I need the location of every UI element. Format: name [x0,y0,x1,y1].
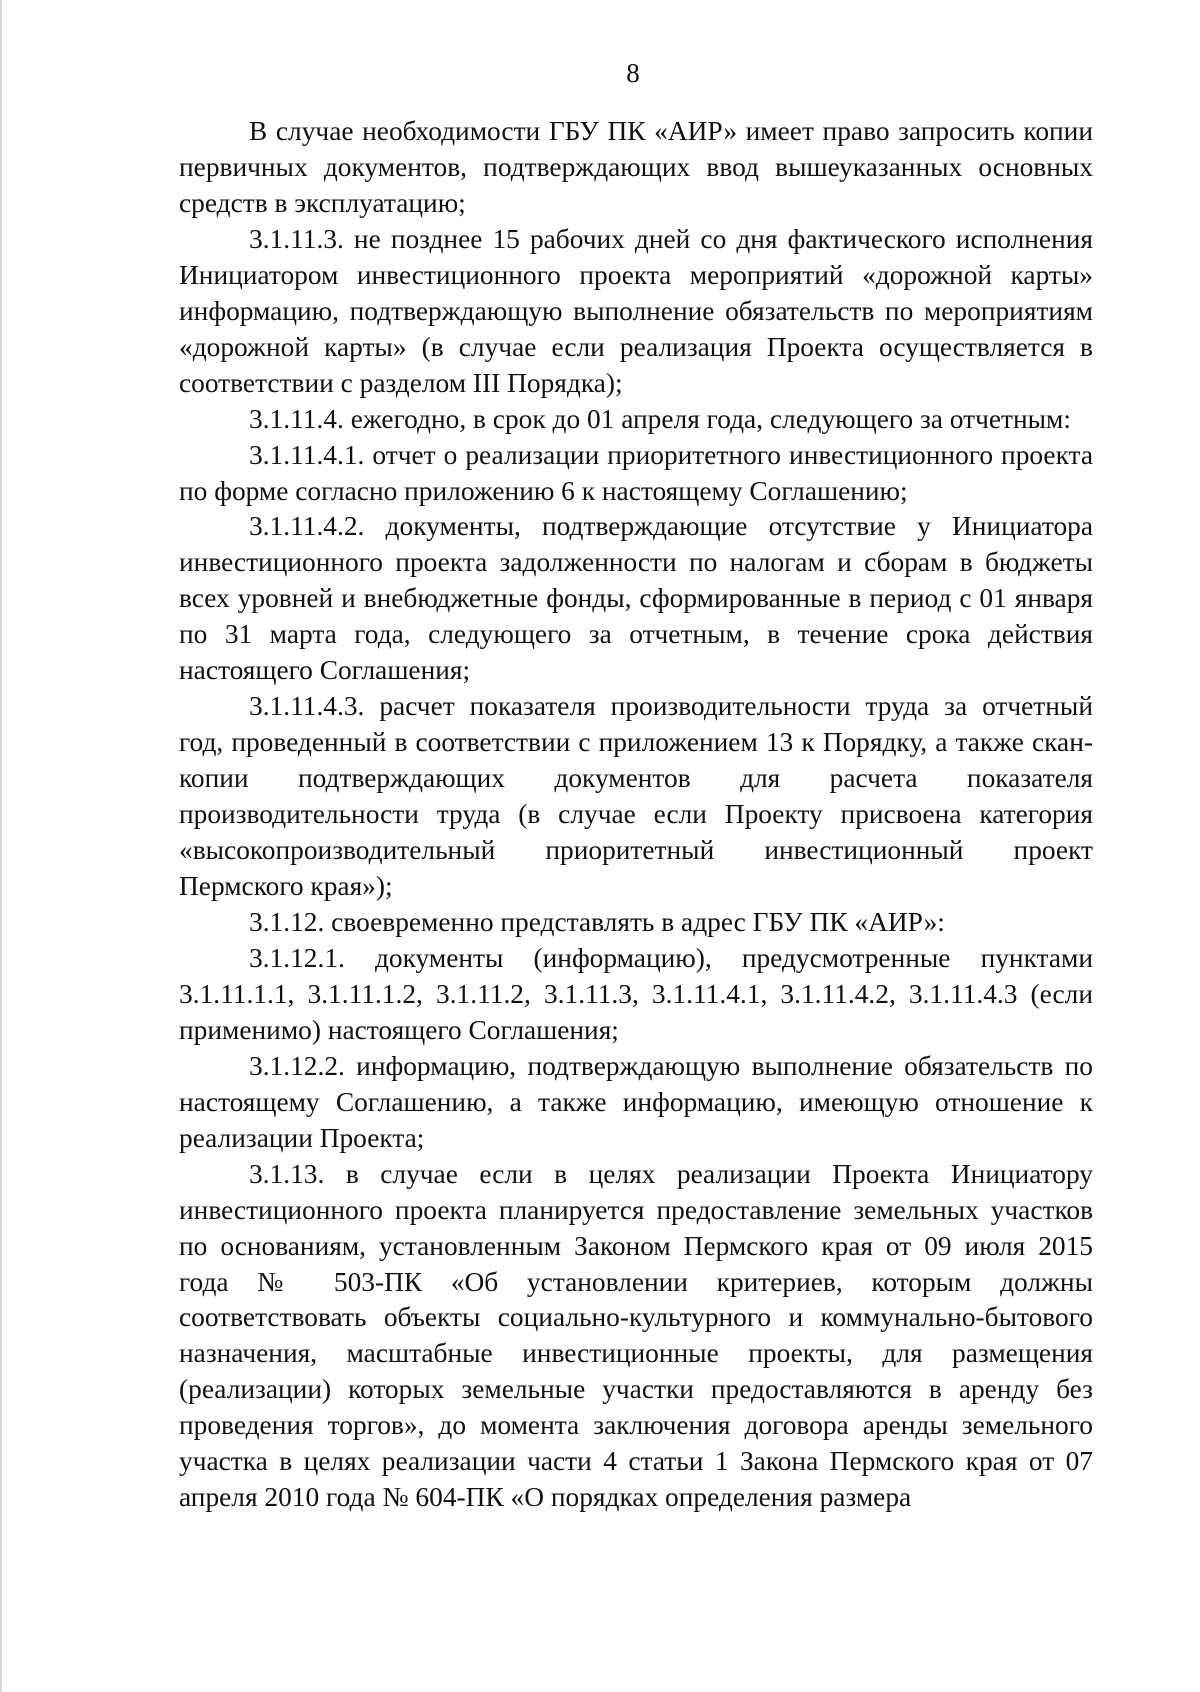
paragraph-3-1-11-4: 3.1.11.4. ежегодно, в срок до 01 апреля года, следующего за отчетным: [249,403,1071,434]
paragraph-3-1-13: 3.1.13. в случае если в целях реализации Проекта Инициатору инвестиционного проекта планируется предоставление земельных участков по основаниям, установленным Законом Пермского края от 09 июля 2015 года № 503-ПК «Об установлении критериев, которым должны соответствовать объекты социально-культурного и коммунально-бытового назначения, масштабные инвестиционные проекты, для размещения (реализации) которых земельные участки предоставляются в аренду без проведения торгов», до момента заключения договора аренды земельного участка в целях реализации части 4 статьи 1 Закона Пермского края от 07 апреля 2010 года № 604-ПК «О порядках определения размера [179,1158,1093,1513]
paragraph-3-1-12-1: 3.1.12.1. документы (информацию), предусмотренные пунктами 3.1.11.1.1, 3.1.11.1.2, 3.1.11.2, 3.1.11.3, 3.1.11.4.1, 3.1.11.4.2, 3.1.11.4.3 (если применимо) настоящего Соглашения; [179,942,1093,1045]
paragraph-3-1-11-4-3: 3.1.11.4.3. расчет показателя производительности труда за отчетный год, проведенный в соответствии с приложением 13 к Порядку, а также скан-копии подтверждающих документов для расчета показателя производительности труда (в случае если Проекту присвоена категория «высокопроизводительный приоритетный инвестиционный проект Пермского края»); [179,691,1093,902]
paragraph-3-1-11-4-1: 3.1.11.4.1. отчет о реализации приоритетного инвестиционного проекта по форме согласно приложению 6 к настоящему Соглашению; [179,439,1093,506]
page-number: 8 [626,58,640,88]
paragraph-request-copies: В случае необходимости ГБУ ПК «АИР» имеет право запросить копии первичных документов, подтверждающих ввод вышеуказанных основных средств в эксплуатацию; [179,116,1093,218]
document-body [179,114,1093,1516]
paragraph-3-1-11-4-2: 3.1.11.4.2. документы, подтверждающие отсутствие у Инициатора инвестиционного проекта задолженности по налогам и сборам в бюджеты всех уровней и внебюджетные фонды, сформированные в период с 01 января по 31 марта года, следующего за отчетным, в течение срока действия настоящего Соглашения; [179,511,1093,686]
paragraph-3-1-12-2: 3.1.12.2. информацию, подтверждающую выполнение обязательств по настоящему Соглашению, а также информацию, имеющую отношение к реализации Проекта; [179,1050,1093,1153]
paragraph-3-1-12: 3.1.12. своевременно представлять в адрес ГБУ ПК «АИР»: [249,906,945,937]
paragraph-3-1-11-3: 3.1.11.3. не позднее 15 рабочих дней со дня фактического исполнения Инициатором инвестиционного проекта мероприятий «дорожной карты» информацию, подтверждающую выполнение обязательств по мероприятиям «дорожной карты» (в случае если реализация Проекта осуществляется в соответствии с разделом III Порядка); [179,223,1093,398]
